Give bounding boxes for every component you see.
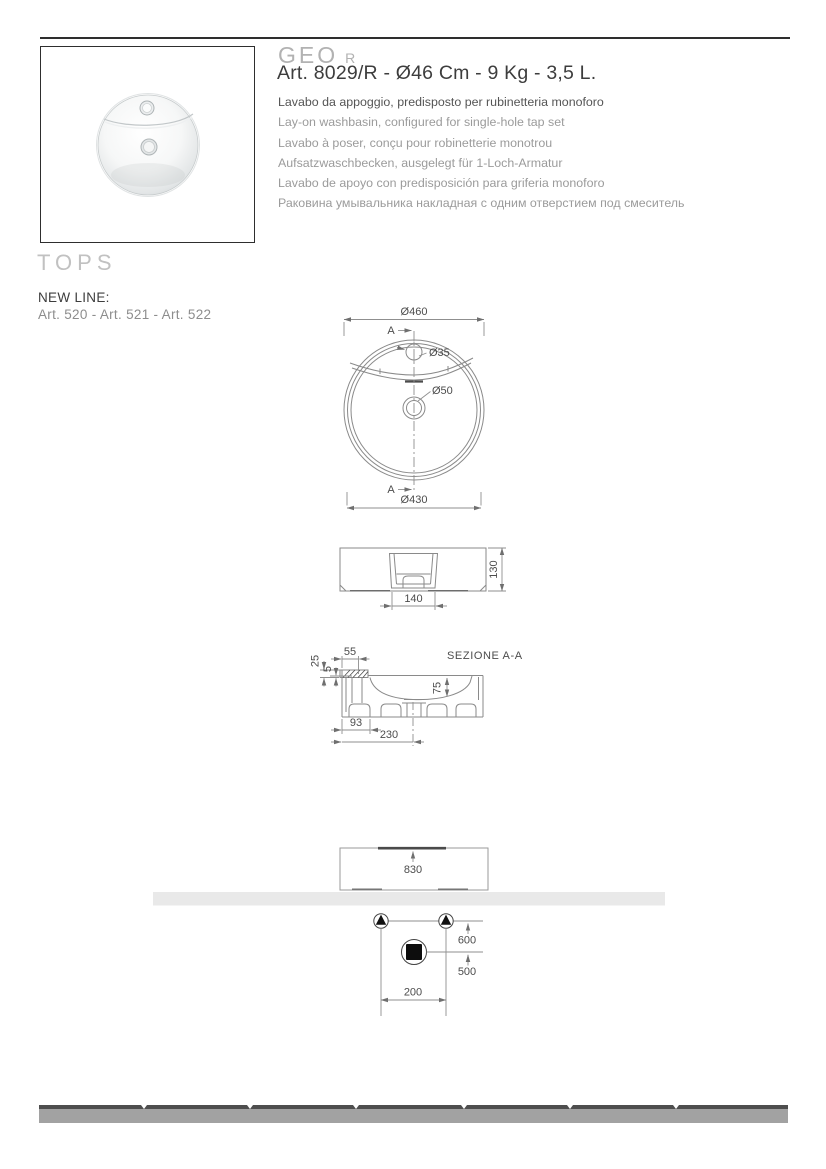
description-de: Aufsatzwaschbecken, ausgelegt für 1-Loch-Armatur (278, 155, 563, 170)
dim-label-drain-height: 500 (457, 966, 477, 978)
section-marker-top: A (387, 325, 395, 337)
footer-segment-strip (39, 1105, 788, 1109)
dim-label-height: 130 (488, 560, 500, 579)
footer-bar (39, 1105, 788, 1123)
description-es: Lavabo de apoyo con predisposición para griferia monoforo (278, 176, 605, 191)
series-title: GEO (278, 42, 339, 68)
series-suffix: R (345, 50, 357, 66)
description-fr: Lavabo à poser, conçu pour robinetterie monotrou (278, 135, 553, 150)
footer-body (39, 1109, 788, 1123)
footer-notch (567, 1105, 573, 1109)
footer-segment (570, 1105, 676, 1109)
footer-segment (464, 1105, 570, 1109)
footer-notch (353, 1105, 359, 1109)
dim-label-25: 25 (309, 654, 322, 668)
footer-segment (676, 1105, 788, 1109)
dim-label-base-width: 140 (404, 593, 423, 605)
footer-notch (247, 1105, 253, 1109)
dim-label-spacing: 200 (403, 986, 423, 999)
footer-notch (461, 1105, 467, 1109)
dim-label-supply-height: 600 (457, 934, 477, 947)
dim-label-rim-diameter: Ø430 (400, 494, 428, 506)
dim-label-5: 5 (322, 665, 334, 673)
floor-band (153, 892, 665, 906)
description-ru: Раковина умывальника накладная с одним отверстием под смеситель (278, 196, 685, 211)
new-line-label: NEW LINE: (38, 290, 110, 305)
new-line-items: Art. 520 - Art. 521 - Art. 522 (38, 307, 212, 322)
footer-segment (250, 1105, 356, 1109)
footer-segment (144, 1105, 250, 1109)
description-it: Lavabo da appoggio, predisposto per rubinetteria monoforo (278, 95, 604, 109)
footer-notch (141, 1105, 147, 1109)
category-label: TOPS (37, 250, 117, 275)
dim-label-tap-diameter: Ø35 (429, 347, 450, 359)
dim-label-93: 93 (349, 717, 363, 729)
footer-segment (356, 1105, 464, 1109)
dim-label-drain-diameter: Ø50 (432, 385, 453, 397)
footer-segment (39, 1105, 144, 1109)
section-drawing (310, 646, 523, 746)
description-en: Lay-on washbasin, configured for single-hole tap set (278, 115, 565, 130)
side-view-drawing (340, 548, 506, 610)
dim-label-55: 55 (343, 646, 357, 658)
installation-drawing (153, 848, 665, 1016)
footer-notch (673, 1105, 679, 1109)
top-view-drawing (344, 306, 484, 508)
article-title: Art. 8029/R - Ø46 Cm - 9 Kg - 3,5 L. (277, 62, 597, 84)
dim-label-outer-diameter: Ø460 (400, 306, 428, 318)
dim-label-rim-height: 830 (403, 864, 423, 876)
dim-label-230: 230 (379, 729, 399, 741)
section-marker-bottom: A (387, 484, 395, 496)
section-title: SEZIONE A-A (447, 650, 523, 662)
dim-label-75: 75 (431, 681, 444, 695)
